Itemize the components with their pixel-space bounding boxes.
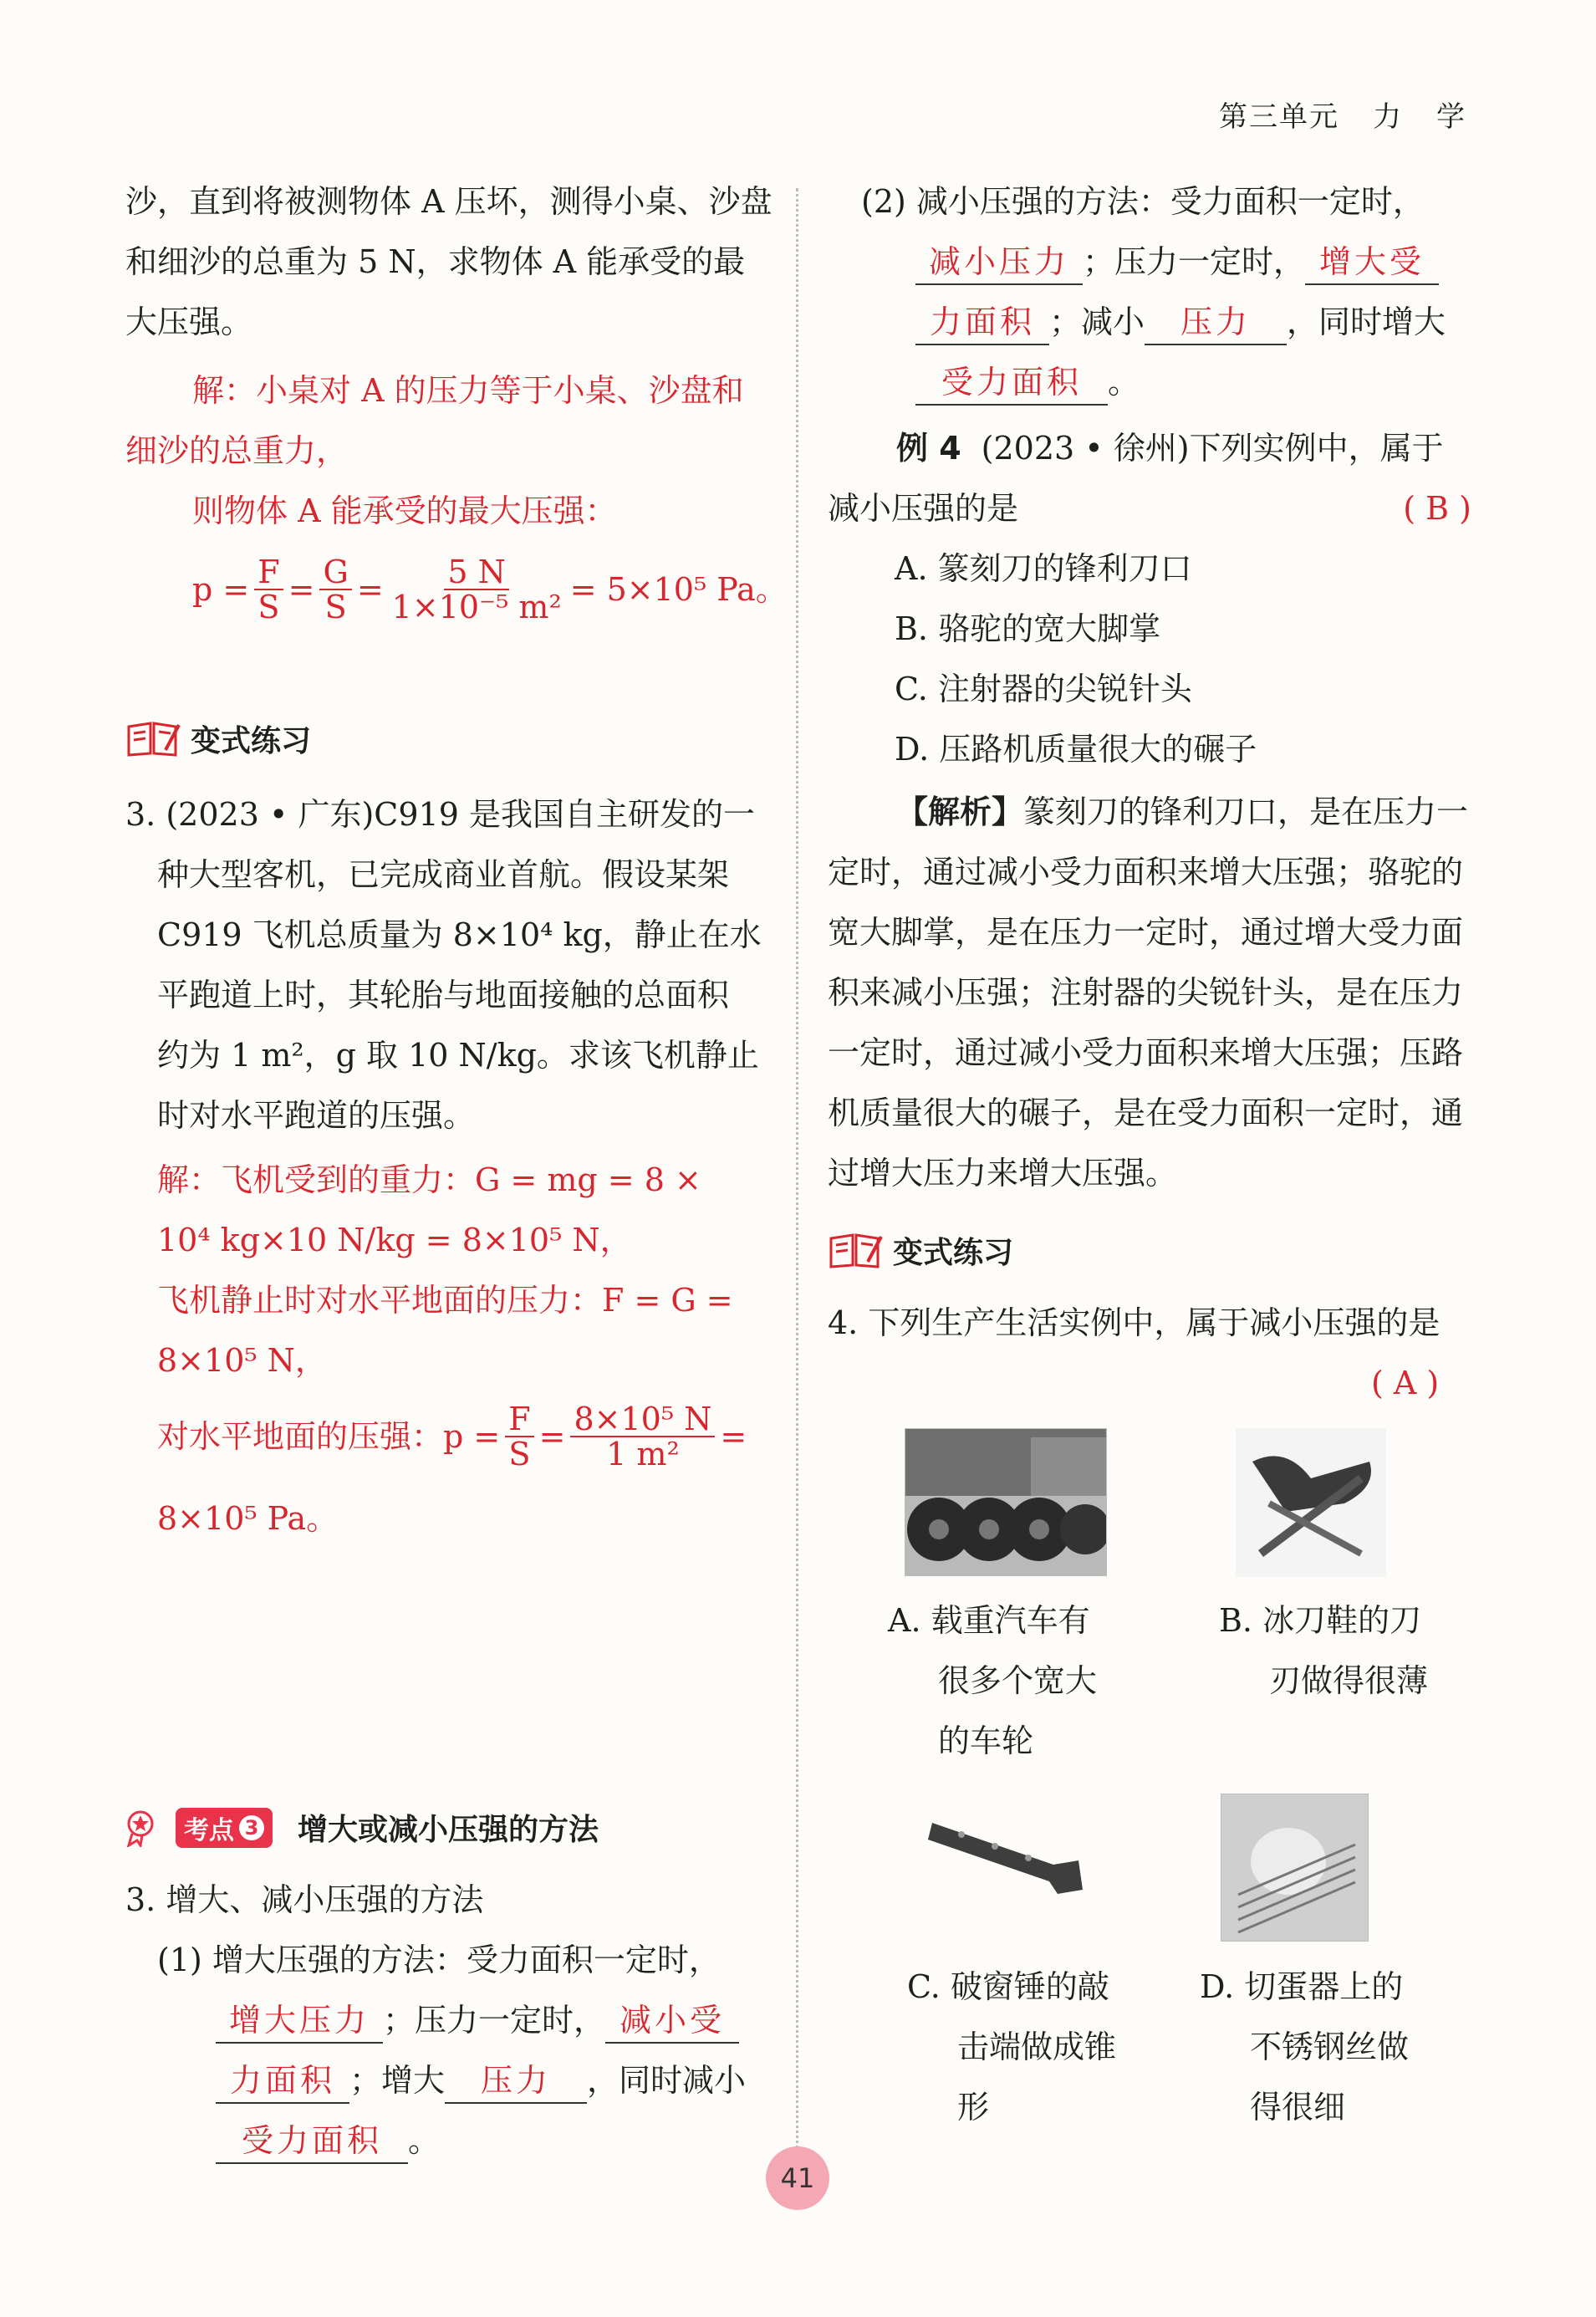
star-badge-icon (125, 1809, 167, 1847)
option-b: 刃做得很薄 (1269, 1662, 1429, 1699)
fill-text: 。 (408, 2122, 441, 2159)
kaodian-label: 考点 (184, 1815, 234, 1845)
example-title (896, 426, 1444, 470)
example-label: 例 4 (896, 430, 961, 467)
fill-text: ；增大 (349, 2062, 446, 2099)
answer-blank: 受力面积 (216, 2119, 408, 2164)
solution-text: 解：飞机受到的重力：G = mg = 8 × (157, 1161, 701, 1198)
fill-text: ；压力一定时， (1083, 243, 1306, 280)
fill-text: ，同时减小 (587, 2062, 747, 2099)
answer-blank: 受力面积 (915, 360, 1108, 406)
kaodian-heading (125, 1806, 599, 1849)
answer-blank: 减小受 (605, 1998, 739, 2044)
analysis-text: 篆刻刀的锋利刀口，是在压力一 (1023, 794, 1469, 830)
answer-blank: 增大压力 (216, 1998, 383, 2044)
answer-blank: 力面积 (915, 300, 1049, 345)
analysis-text: 宽大脚掌，是在压力一定时，通过增大受力面 (828, 914, 1464, 951)
question-text: 时对水平跑道的压强。 (157, 1097, 476, 1134)
kaodian-title: 增大或减小压强的方法 (298, 1813, 599, 1847)
option-d: D. 切蛋器上的 (1200, 1968, 1404, 2005)
point-text: (2) 减小压强的方法：受力面积一定时， (861, 183, 1425, 220)
analysis-tag: 【解析】 (896, 794, 1024, 830)
fill-line (216, 1998, 739, 2044)
answer-blank: 力面积 (216, 2059, 349, 2104)
question-answer: ( A ) (1371, 1365, 1440, 1401)
column-divider (796, 188, 798, 2170)
point-text: 3. 增大、减小压强的方法 (125, 1881, 484, 1918)
truck-wheels-image (905, 1429, 1106, 1575)
option-a: 很多个宽大 (938, 1662, 1098, 1699)
answer-blank: 压力 (445, 2059, 587, 2104)
option-a: A. 篆刻刀的锋利刀口 (895, 550, 1192, 587)
solution-text: 解：小桌对 A 的压力等于小桌、沙盘和 (192, 372, 744, 409)
denominator: S (508, 1436, 531, 1472)
fraction-values (570, 1402, 715, 1471)
page-header (1219, 94, 1466, 135)
option-b: B. 骆驼的宽大脚掌 (895, 610, 1161, 647)
example-source: (2023 • 徐州)下列实例中，属于 (981, 430, 1444, 467)
eq-sign: = (356, 571, 384, 608)
practice-heading (828, 1229, 1013, 1272)
option-d: 不锈钢丝做 (1250, 2029, 1410, 2065)
problem-text: 大压强。 (125, 304, 253, 340)
option-c: C. 破窗锤的敲 (907, 1968, 1109, 2005)
book-icon (828, 1232, 885, 1270)
option-c: 击端做成锥 (957, 2029, 1117, 2065)
fill-text: ；压力一定时， (383, 2002, 606, 2039)
ice-skate-image (1236, 1428, 1386, 1577)
hammer-photo (928, 1814, 1087, 1915)
eq-result: = 5×10⁵ Pa。 (569, 571, 788, 608)
fill-line (915, 300, 1446, 345)
fill-line (216, 2119, 440, 2164)
example-text: 减小压强的是 (828, 490, 1019, 527)
question-text: C919 飞机总质量为 8×10⁴ kg，静止在水 (157, 916, 762, 953)
question-text: 4. 下列生产生活实例中，属于减小压强的是 (828, 1304, 1440, 1341)
option-c: C. 注射器的尖锐针头 (895, 671, 1192, 707)
fill-line (915, 360, 1140, 406)
analysis-text: 一定时，通过减小受力面积来增大压强；压路 (828, 1034, 1464, 1071)
option-c: 形 (957, 2089, 990, 2126)
header-unit: 第三单元 (1219, 100, 1339, 134)
eq-sign: = (538, 1418, 566, 1455)
analysis-text: 过增大压力来增大压强。 (828, 1155, 1178, 1192)
eq-label: 对水平地面的压强：p = (157, 1418, 501, 1455)
egg-slicer-image (1221, 1794, 1368, 1941)
kaodian-badge (176, 1808, 273, 1848)
analysis-text: 定时，通过减小受力面积来增大压强；骆驼的 (828, 854, 1464, 891)
denominator: S (324, 589, 347, 625)
denominator: S (258, 589, 280, 625)
solution-equation (192, 552, 788, 627)
point-text: (1) 增大压强的方法：受力面积一定时， (157, 1942, 721, 1978)
fraction-f-over-s (254, 555, 283, 624)
problem-text: 沙，直到将被测物体 A 压坏，测得小桌、沙盘 (125, 183, 773, 220)
eq-sign: = (720, 1418, 747, 1455)
window-hammer-image (928, 1814, 1087, 1915)
analysis-text: 机质量很大的碾子，是在受力面积一定时，通 (828, 1095, 1464, 1131)
answer-blank: 压力 (1145, 300, 1287, 345)
denominator: 1 m² (606, 1436, 680, 1472)
page-number: 41 (766, 2146, 829, 2210)
numerator: 8×10⁵ N (570, 1402, 715, 1437)
solution-text: 8×10⁵ N， (157, 1342, 327, 1379)
fraction-g-over-s (319, 555, 351, 624)
header-subject-a: 力 (1373, 100, 1403, 134)
solution-text: 细沙的总重力， (125, 432, 349, 469)
kaodian-number: 3 (239, 1815, 264, 1840)
answer-blank: 减小压力 (915, 240, 1083, 285)
eq-p: p = (192, 571, 250, 608)
question-text: 平跑道上时，其轮胎与地面接触的总面积 (157, 977, 730, 1013)
numerator: 5 N (444, 555, 509, 590)
analysis-line (896, 790, 1468, 834)
option-a: A. 载重汽车有 (888, 1602, 1090, 1639)
option-d: 得很细 (1250, 2089, 1346, 2126)
question-text: 约为 1 m²，g 取 10 N/kg。求该飞机静止 (157, 1037, 759, 1074)
question-text: 3. (2023 • 广东)C919 是我国自主研发的一 (125, 796, 755, 833)
fill-text: ；减小 (1049, 304, 1145, 340)
practice-title: 变式练习 (893, 1236, 1014, 1270)
solution-text: 飞机静止时对水平地面的压力：F = G = (157, 1282, 733, 1319)
denominator: 1×10⁻⁵ m² (391, 589, 562, 625)
practice-title: 变式练习 (191, 724, 312, 758)
problem-text: 和细沙的总重为 5 N，求物体 A 能承受的最 (125, 243, 746, 280)
solution-text: 则物体 A 能承受的最大压强： (192, 492, 617, 529)
skate-photo (1236, 1428, 1386, 1577)
fill-text: 。 (1108, 364, 1140, 401)
option-b: B. 冰刀鞋的刀 (1219, 1602, 1422, 1639)
analysis-text: 积来减小压强；注射器的尖锐针头，是在压力 (828, 974, 1464, 1011)
practice-heading (125, 717, 311, 760)
example-answer: ( B ) (1403, 490, 1471, 527)
option-a: 的车轮 (938, 1722, 1034, 1759)
egg-slicer-photo (1221, 1794, 1369, 1942)
numerator: F (254, 555, 283, 590)
answer-blank: 增大受 (1305, 240, 1439, 285)
numerator: G (319, 555, 351, 590)
truck-photo (905, 1428, 1107, 1576)
numerator: F (505, 1402, 533, 1437)
fill-line (915, 240, 1439, 285)
example-stem (828, 487, 1471, 530)
solution-text: 10⁴ kg×10 N/kg = 8×10⁵ N， (157, 1222, 632, 1258)
solution-equation (157, 1399, 747, 1474)
fraction-values (389, 555, 565, 624)
eq-sign: = (288, 571, 315, 608)
book-icon (125, 720, 182, 758)
solution-text: 8×10⁵ Pa。 (157, 1500, 339, 1537)
fill-text: ，同时增大 (1287, 304, 1446, 340)
header-subject-b: 学 (1436, 100, 1466, 134)
option-d: D. 压路机质量很大的碾子 (895, 731, 1257, 768)
question-text: 种大型客机，已完成商业首航。假设某架 (157, 856, 730, 893)
fill-line (216, 2059, 746, 2104)
fraction-f-over-s (505, 1402, 533, 1471)
